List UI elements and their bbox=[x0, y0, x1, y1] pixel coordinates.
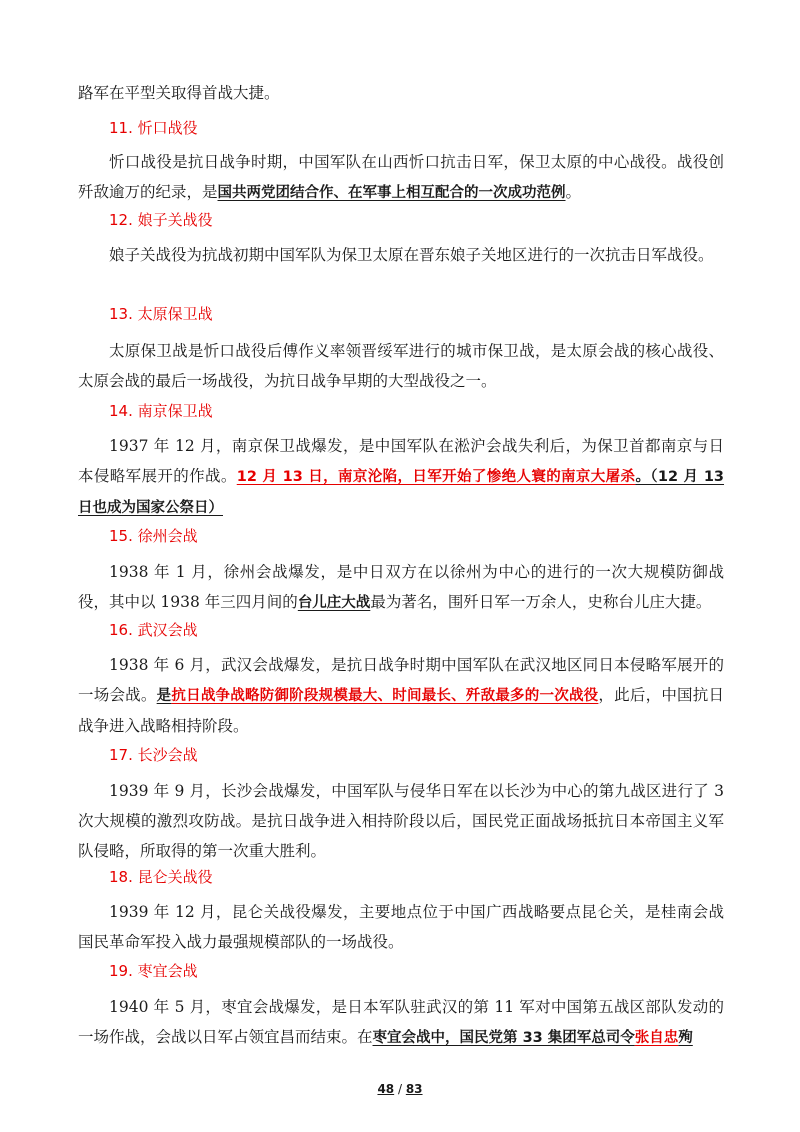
emphasis-text: 是 bbox=[156, 688, 172, 704]
section-heading-19: 19. 枣宜会战 bbox=[109, 962, 198, 980]
page-separator: / bbox=[394, 1082, 406, 1096]
section-heading-11: 11. 忻口战役 bbox=[109, 119, 198, 137]
section-paragraph-11 bbox=[78, 147, 724, 208]
section-heading-16: 16. 武汉会战 bbox=[109, 621, 198, 639]
emphasis-red-text: 12 月 13 日，南京沦陷，日军开始了惨绝人寰的南京大屠杀 bbox=[236, 469, 636, 485]
section-paragraph-19 bbox=[78, 992, 724, 1053]
section-heading-14: 14. 南京保卫战 bbox=[109, 402, 213, 420]
emphasis-text: 枣宜会战中，国民党第 33 集团军总司令 bbox=[372, 1030, 635, 1046]
intro-paragraph bbox=[78, 78, 724, 108]
section-heading-18: 18. 昆仑关战役 bbox=[109, 868, 213, 886]
page-footer bbox=[0, 1082, 800, 1096]
paragraph-text: 1937 年 12 月，南京保卫战爆发，是中国军队在淞沪会战失利后，为保卫首都南京与日本侵略军展开的作战。 bbox=[78, 437, 724, 485]
paragraph-text: 娘子关战役为抗战初期中国军队为保卫太原在晋东娘子关地区进行的一次抗击日军战役。 bbox=[109, 246, 714, 264]
paragraph-text: 忻口战役是抗日战争时期，中国军队在山西忻口抗击日军，保卫太原的中心战役。战役创歼敌逾万的纪录，是 bbox=[78, 153, 724, 201]
emphasis-text: 国共两党团结合作、在军事上相互配合的一次成功范例 bbox=[217, 185, 566, 201]
emphasis-text-tail: 殉 bbox=[678, 1030, 693, 1046]
section-heading-17: 17. 长沙会战 bbox=[109, 746, 198, 764]
emphasis-text: 台儿庄大战 bbox=[297, 595, 371, 611]
paragraph-text: 太原保卫战是忻口战役后傅作义率领晋绥军进行的城市保卫战，是太原会战的核心战役、太原会战的最后一场战役，为抗日战争早期的大型战役之一。 bbox=[78, 342, 724, 390]
section-paragraph-12 bbox=[78, 240, 724, 270]
emphasis-red-text: 抗日战争战略防御阶段规模最大、时间最长、歼敌最多的一次战役 bbox=[171, 688, 599, 704]
section-paragraph-15 bbox=[78, 557, 724, 618]
section-paragraph-17 bbox=[78, 776, 724, 866]
paragraph-text: 1940 年 5 月，枣宜会战爆发，是日本军队驻武汉的第 11 军对中国第五战区部队发动的一场作战，会战以日军占领宜昌而结束。在 bbox=[78, 998, 724, 1046]
paragraph-text: 1939 年 12 月，昆仑关战役爆发，主要地点位于中国广西战略要点昆仑关，是桂南会战国民革命军投入战力最强规模部队的一场战役。 bbox=[78, 903, 724, 951]
page-number: 48 bbox=[377, 1082, 395, 1096]
intro-text: 路军在平型关取得首战大捷。 bbox=[78, 84, 280, 102]
emphasis-red-text: 张自忠 bbox=[634, 1030, 679, 1046]
section-heading-13: 13. 太原保卫战 bbox=[109, 305, 213, 323]
section-heading-15: 15. 徐州会战 bbox=[109, 527, 198, 545]
paragraph-text: 1939 年 9 月，长沙会战爆发，中国军队与侵华日军在以长沙为中心的第九战区进行了 3 次大规模的激烈攻防战。是抗日战争进入相持阶段以后，国民党正面战场抵抗日本帝国主义军队侵略，所取得的第一次重大胜利。 bbox=[78, 782, 724, 860]
emphasis-text: 。（12 月 13 日也成为国家公祭日） bbox=[78, 469, 725, 516]
section-paragraph-16 bbox=[78, 650, 724, 741]
paragraph-end: ，此后，中国抗日战争进入战略相持阶段。 bbox=[78, 686, 725, 735]
section-paragraph-13 bbox=[78, 336, 724, 396]
section-heading-12: 12. 娘子关战役 bbox=[109, 211, 213, 229]
paragraph-end: 最为著名，围歼日军一万余人，史称台儿庄大捷。 bbox=[370, 593, 712, 611]
page-total: 83 bbox=[405, 1082, 423, 1096]
section-paragraph-18 bbox=[78, 897, 724, 957]
paragraph-text: 1938 年 6 月，武汉会战爆发，是抗日战争时期中国军队在武汉地区同日本侵略军展开的一场会战。 bbox=[78, 656, 724, 704]
section-paragraph-14 bbox=[78, 431, 724, 523]
paragraph-text: 1938 年 1 月，徐州会战爆发，是中日双方在以徐州为中心的进行的一次大规模防御战役，其中以 1938 年三四月间的 bbox=[78, 563, 724, 611]
paragraph-end: 。 bbox=[565, 183, 582, 201]
